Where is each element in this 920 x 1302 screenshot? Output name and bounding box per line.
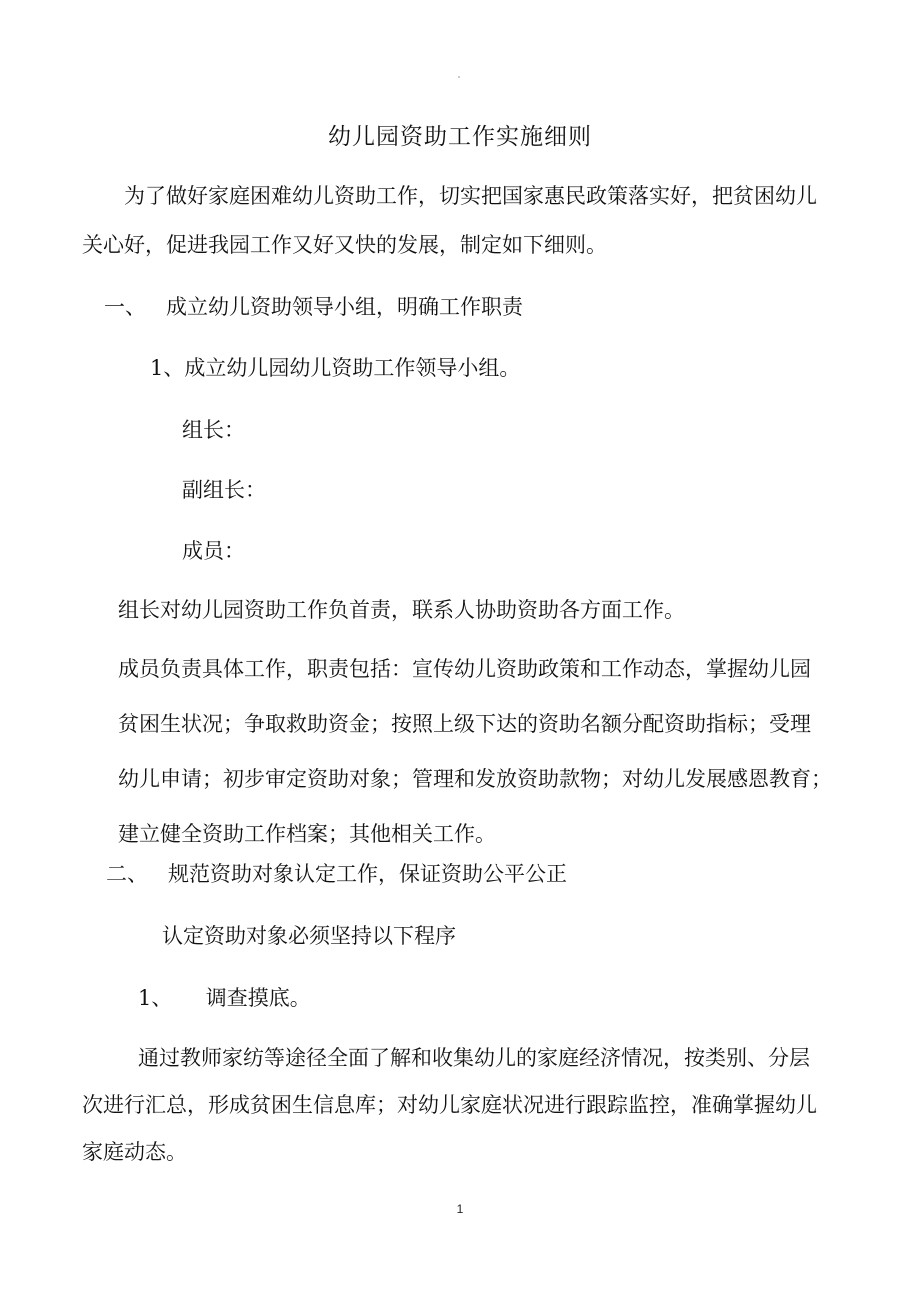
member-duty-line-1: 成员负责具体工作，职责包括：宣传幼儿资助政策和工作动态，掌握幼儿园: [118, 657, 811, 681]
member-duty-line-4: 建立健全资助工作档案；其他相关工作。: [118, 822, 496, 846]
vice-leader-label: 副组长：: [182, 478, 266, 502]
step-1-line-1: 通过教师家纺等途径全面了解和收集幼儿的家庭经济情况，按类别、分层: [138, 1046, 810, 1070]
intro-line-1: 为了做好家庭困难幼儿资助工作，切实把国家惠民政策落实好，把贫困幼儿: [124, 184, 817, 208]
step-1-line-3: 家庭动态。: [82, 1140, 187, 1164]
step-1: 1、 调查摸底。: [138, 986, 311, 1010]
leader-label: 组长：: [182, 418, 245, 442]
member-duty-line-3: 幼儿申请；初步审定资助对象；管理和发放资助款物；对幼儿发展感恩教育；: [118, 767, 832, 791]
document-title: 幼儿园资助工作实施细则: [328, 124, 592, 150]
step-1-line-2: 次进行汇总，形成贫困生信息库；对幼儿家庭状况进行跟踪监控，准确掌握幼儿: [82, 1093, 817, 1117]
member-duty-paragraph: [118, 642, 832, 862]
page-number: 1: [456, 1202, 464, 1216]
section-1-heading: 一、 成立幼儿资助领导小组，明确工作职责: [104, 295, 524, 319]
header-mark: [458, 76, 460, 78]
leader-duty: 组长对幼儿园资助工作负首责，联系人协助资助各方面工作。: [118, 598, 685, 622]
item-1: 1、成立幼儿园幼儿资助工作领导小组。: [150, 356, 521, 380]
member-duty-line-2: 贫困生状况；争取救助资金；按照上级下达的资助名额分配资助指标；受理: [118, 712, 811, 736]
members-label: 成员：: [182, 539, 245, 563]
procedure-intro: 认定资助对象必须坚持以下程序: [162, 924, 456, 948]
intro-line-2: 关心好，促进我园工作又好又快的发展，制定如下细则。: [82, 233, 607, 257]
section-2-heading: 二、 规范资助对象认定工作，保证资助公平公正: [106, 862, 568, 886]
